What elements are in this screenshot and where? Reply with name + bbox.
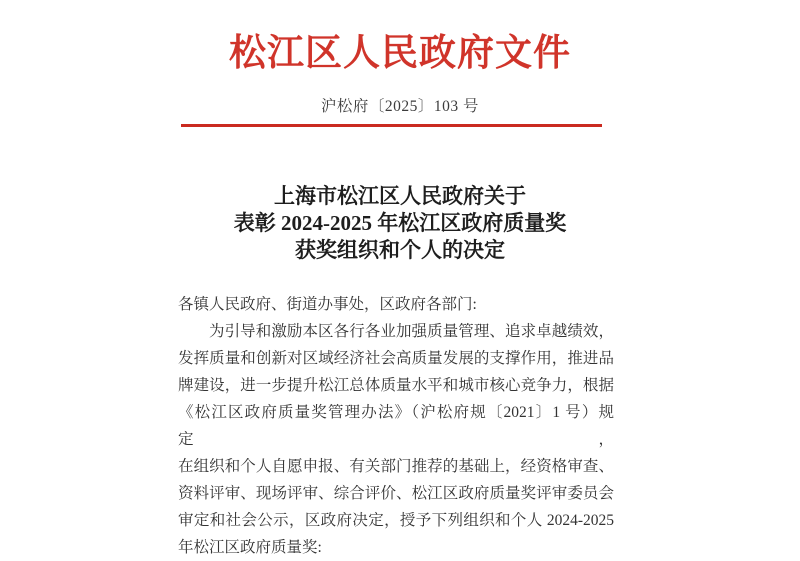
red-divider-line xyxy=(181,124,602,127)
document-body xyxy=(178,291,614,561)
body-line: 审定和社会公示，区政府决定，授予下列组织和个人 2024-2025 xyxy=(178,512,614,529)
title-line-2: 表彰 2024-2025 年松江区政府质量奖 xyxy=(233,211,567,235)
document-number: 沪松府〔2025〕103 号 xyxy=(320,98,480,115)
body-line: 发挥质量和创新对区域经济社会高质量发展的支撑作用，推进品 xyxy=(178,350,614,367)
body-line: 在组织和个人自愿申报、有关部门推荐的基础上，经资格审查、 xyxy=(178,458,614,475)
title-line-3: 获奖组织和个人的决定 xyxy=(295,238,505,262)
body-line: 牌建设，进一步提升松江总体质量水平和城市核心竞争力，根据 xyxy=(178,377,614,394)
body-line: 年松江区政府质量奖: xyxy=(178,539,322,556)
body-line: 各镇人民政府、街道办事处，区政府各部门: xyxy=(178,296,477,313)
letterhead-title: 松江区人民政府文件 xyxy=(229,33,571,74)
body-line: 《松江区政府质量奖管理办法》（沪松府规〔2021〕1 号）规定， xyxy=(178,404,614,448)
title-line-1: 上海市松江区人民政府关于 xyxy=(274,184,526,208)
document-title xyxy=(0,183,800,264)
body-line: 资料评审、现场评审、综合评价、松江区政府质量奖评审委员会 xyxy=(178,485,614,502)
body-line: 为引导和激励本区各行各业加强质量管理、追求卓越绩效， xyxy=(209,323,614,340)
